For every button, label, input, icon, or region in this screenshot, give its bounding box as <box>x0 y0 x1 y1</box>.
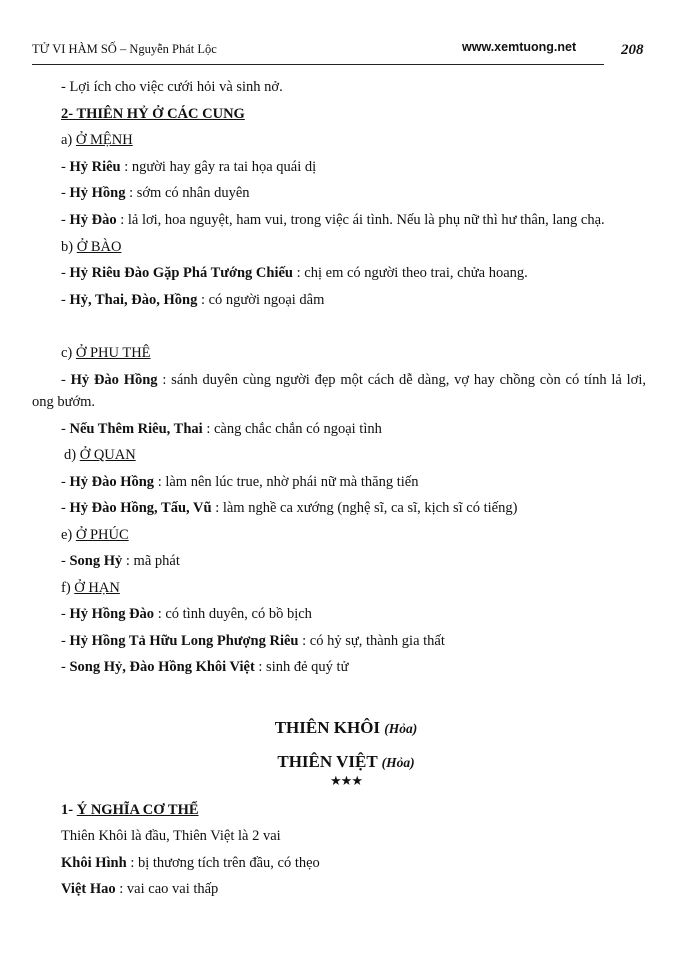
website-url[interactable]: www.xemtuong.net <box>462 40 577 54</box>
spacer <box>32 313 646 340</box>
text-line: Khôi Hình : bị thương tích trên đầu, có thẹo <box>61 854 320 871</box>
list-item: - Hỷ Đào : lả lơi, hoa nguyệt, ham vui, trong việc ái tình. Nếu là phụ nữ thì hư thân, lang chạ. <box>61 211 605 228</box>
section-heading: 1- Ý NGHĨA CƠ THỂ <box>61 801 199 818</box>
spacer <box>32 697 646 711</box>
subsection-heading: b) Ở BÀO <box>61 238 122 255</box>
spacer <box>32 681 646 697</box>
chapter-title: THIÊN VIỆT (Hỏa) <box>277 751 415 771</box>
star-ornament-icon: ★★★ <box>330 772 362 788</box>
chapter-title: THIÊN KHÔI (Hỏa) <box>274 717 418 737</box>
list-item: - Hỷ Riêu Đào Gặp Phá Tướng Chiếu : chị em có người theo trai, chửa hoang. <box>61 265 528 281</box>
page-number: 208 <box>621 42 644 58</box>
list-item: - Hỷ Riêu : người hay gây ra tai họa quái dị <box>61 158 317 175</box>
subsection-heading: e) Ở PHÚC <box>61 526 129 543</box>
list-item: - Hỷ Đào Hồng : sánh duyên cùng người đẹp một cách dễ dàng, vợ hay chồng còn có tính lả lơi, ong bướm. <box>32 371 646 410</box>
subsection-heading: c) Ở PHU THÊ <box>61 345 151 361</box>
subsection-heading: d) Ở QUAN <box>64 447 136 463</box>
book-title: TỬ VI HÀM SỐ – Nguyễn Phát Lộc <box>32 42 217 56</box>
list-item: - Hỷ Đào Hồng, Tấu, Vũ : làm nghề ca xướng (nghệ sĩ, ca sĩ, kịch sĩ có tiếng) <box>61 500 518 516</box>
text-line: Thiên Khôi là đầu, Thiên Việt là 2 vai <box>61 828 281 844</box>
list-item: - Hỷ Hồng Tả Hữu Long Phượng Riêu : có hỷ sự, thành gia thất <box>61 632 445 649</box>
page-body <box>32 74 646 903</box>
section-heading: 2- THIÊN HỶ Ở CÁC CUNG <box>61 105 245 122</box>
list-item: - Song Hỷ : mã phát <box>61 553 180 569</box>
list-item: - Hỷ Hồng Đào : có tình duyên, có bồ bịch <box>61 606 312 622</box>
list-item: - Hỷ Đào Hồng : làm nên lúc true, nhờ phái nữ mà thăng tiến <box>61 473 419 490</box>
list-item: - Hỷ, Thai, Đào, Hồng : có người ngoại dâm <box>61 291 325 308</box>
text-line: - Lợi ích cho việc cưới hỏi và sinh nở. <box>61 79 283 95</box>
subsection-heading: f) Ở HẠN <box>61 579 120 596</box>
list-item: - Hỷ Hồng : sớm có nhân duyên <box>61 185 250 201</box>
list-item: - Nếu Thêm Riêu, Thai : càng chắc chắn có ngoại tình <box>61 420 382 437</box>
list-item: - Song Hỷ, Đào Hồng Khôi Việt : sinh đẻ quý tử <box>61 659 349 675</box>
page-header <box>32 38 604 65</box>
text-line: Việt Hao : vai cao vai thấp <box>61 881 219 897</box>
subsection-heading: a) Ở MỆNH <box>61 132 133 148</box>
